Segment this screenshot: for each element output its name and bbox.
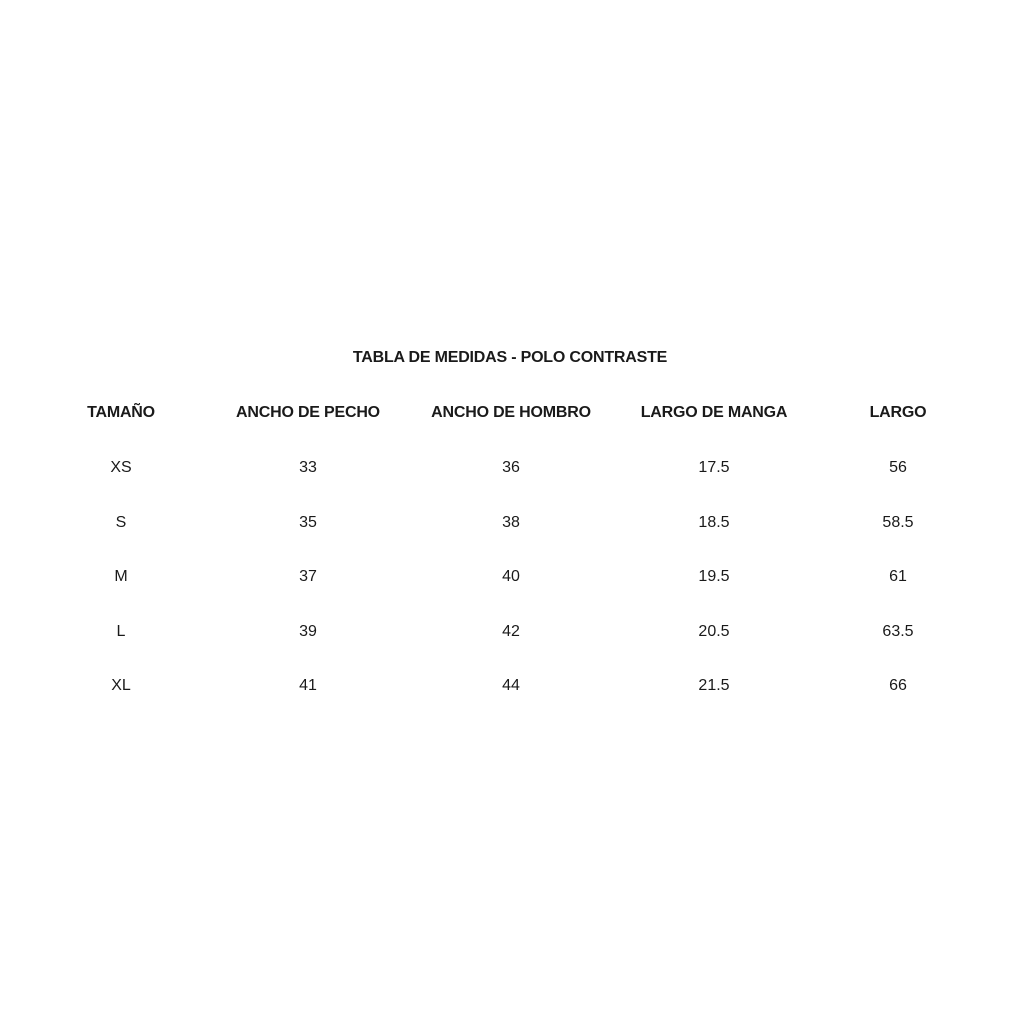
column-header-size: TAMAÑO <box>87 404 155 421</box>
table-cell-shoulder-width: 40 <box>502 568 520 585</box>
table-title: TABLA DE MEDIDAS - POLO CONTRASTE <box>352 349 668 366</box>
table-cell-size: XS <box>110 459 132 476</box>
table-cell-size: L <box>116 622 126 640</box>
table-cell-chest-width: 39 <box>299 622 317 640</box>
table-cell-shoulder-width: 42 <box>502 622 520 640</box>
table-cell-sleeve-length: 18.5 <box>698 513 730 531</box>
table-cell-length: 58.5 <box>882 513 914 531</box>
table-cell-size: M <box>114 568 128 585</box>
table-cell-chest-width: 41 <box>299 677 317 694</box>
column-header-shoulder-width: ANCHO DE HOMBRO <box>431 404 591 421</box>
table-cell-length: 61 <box>889 568 907 585</box>
table-cell-sleeve-length: 20.5 <box>698 622 730 640</box>
table-cell-sleeve-length: 21.5 <box>698 677 730 694</box>
table-cell-shoulder-width: 38 <box>502 513 520 531</box>
table-cell-length: 56 <box>889 459 907 476</box>
table-cell-sleeve-length: 19.5 <box>698 568 730 585</box>
table-cell-sleeve-length: 17.5 <box>698 459 730 476</box>
column-header-sleeve-length: LARGO DE MANGA <box>640 404 788 421</box>
column-header-chest-width: ANCHO DE PECHO <box>236 404 380 421</box>
table-cell-size: S <box>115 513 127 531</box>
table-cell-size: XL <box>111 677 131 694</box>
table-cell-shoulder-width: 36 <box>502 459 520 476</box>
table-cell-chest-width: 33 <box>299 459 317 476</box>
column-header-length: LARGO <box>869 404 927 421</box>
table-cell-chest-width: 37 <box>299 568 317 585</box>
table-cell-length: 66 <box>889 677 907 694</box>
table-cell-shoulder-width: 44 <box>502 677 520 694</box>
table-cell-length: 63.5 <box>882 622 914 640</box>
table-cell-chest-width: 35 <box>299 513 317 531</box>
